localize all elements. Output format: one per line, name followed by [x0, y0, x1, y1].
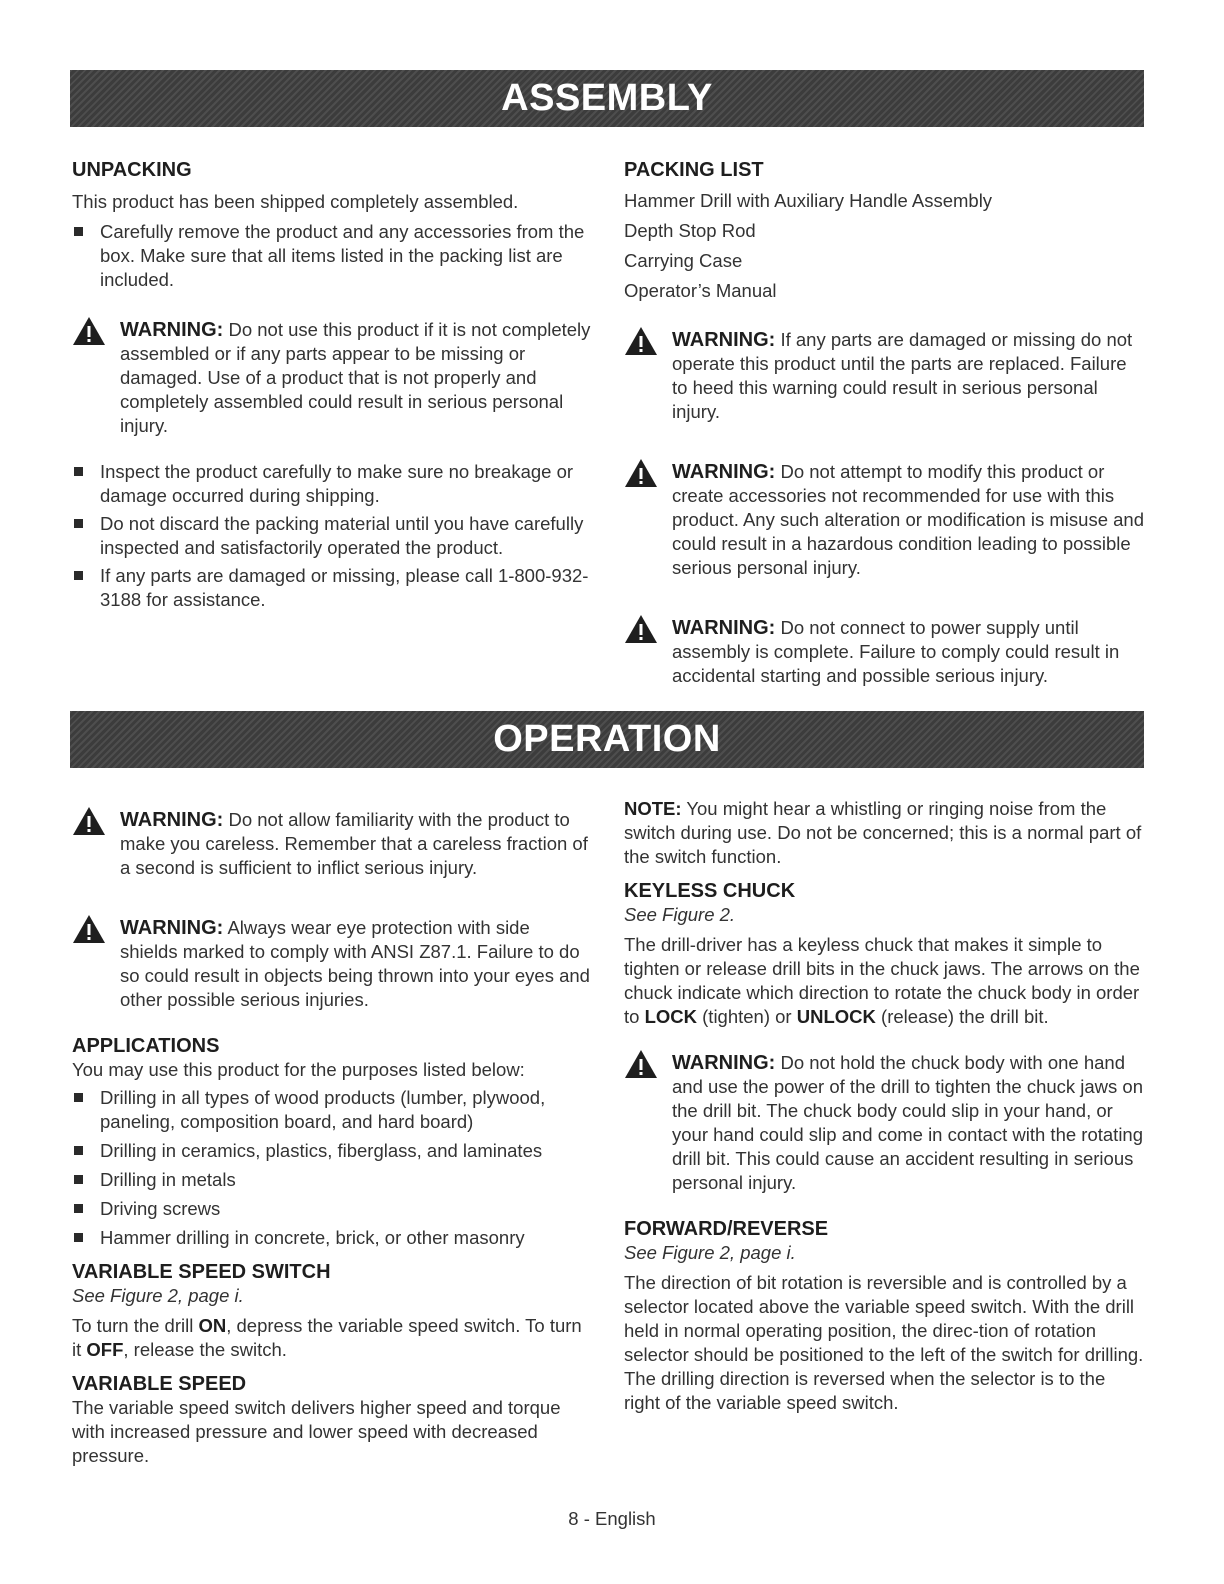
applications-heading: APPLICATIONS	[72, 1035, 220, 1057]
warning-triangle-icon	[72, 914, 106, 944]
chuck-warning	[624, 1051, 1146, 1195]
forward-reverse-heading: FORWARD/REVERSE	[624, 1218, 829, 1240]
operation-right-column	[624, 797, 1146, 1415]
list-item	[72, 220, 592, 292]
operation-left-column	[72, 808, 592, 1468]
variable-speed-switch-text	[72, 1314, 592, 1362]
applications-list	[72, 1086, 592, 1250]
warning-text: If any parts are damaged or missing do not operate this product until the parts are replaced. Failure to heed this warning could result in serious personal injury.	[672, 329, 1133, 422]
forward-reverse-text: The direction of bit rotation is reversible and is controlled by a selector located above the variable speed switch. With the drill held in normal operating position, the direc-tion of rotation selector should be positioned to the left of the switch for drilling. The drilling direction is reversed when the selector is to the right of the variable speed switch.	[624, 1272, 1144, 1413]
warning-label: WARNING:	[120, 917, 224, 939]
keyless-chuck-ref: See Figure 2.	[624, 904, 736, 925]
assembly-banner	[70, 70, 1144, 127]
unpacking-section	[72, 158, 592, 612]
bullet-square-icon	[74, 1146, 83, 1155]
list-item: Carrying Case	[624, 250, 743, 271]
packing-warning-1	[624, 328, 1146, 424]
list-item-text: Drilling in all types of wood products (lumber, plywood, paneling, composition board, and hard board)	[100, 1087, 546, 1132]
unpacking-bullet-list-2	[72, 460, 592, 612]
list-item	[72, 1168, 592, 1192]
list-item	[72, 564, 592, 612]
warning-text: Do not connect to power supply until assembly is complete. Failure to comply could result in accidental starting and possible serious injury.	[672, 617, 1120, 686]
keyless-chuck-text	[624, 933, 1146, 1029]
list-item	[72, 1197, 592, 1221]
variable-speed-switch-heading: VARIABLE SPEED SWITCH	[72, 1261, 331, 1283]
note-paragraph	[624, 797, 1146, 869]
warning-text: Do not attempt to modify this product or create accessories not recommended for use with this product. Any such alteration or modification is misuse and could result in a hazardous condition leading to possible serious personal injury.	[672, 461, 1144, 578]
bullet-square-icon	[74, 1093, 83, 1102]
unpacking-intro: This product has been shipped completely assembled.	[72, 191, 519, 212]
operation-title: OPERATION	[493, 718, 721, 760]
applications-intro: You may use this product for the purposes listed below:	[72, 1059, 525, 1080]
warning-label: WARNING:	[672, 461, 776, 483]
keyless-chuck-heading: KEYLESS CHUCK	[624, 880, 796, 902]
list-item-text: Hammer drilling in concrete, brick, or other masonry	[100, 1227, 525, 1248]
unpacking-bullet-list-1	[72, 220, 592, 292]
note-text: You might hear a whistling or ringing noise from the switch during use. Do not be concerned; this is a normal part of the switch function.	[624, 798, 1142, 867]
bullet-square-icon	[74, 1233, 83, 1242]
list-item	[72, 512, 592, 560]
on-term: ON	[198, 1315, 227, 1336]
list-item	[72, 460, 592, 508]
list-item-text: Drilling in ceramics, plastics, fiberglass, and laminates	[100, 1140, 543, 1161]
forward-reverse-ref: See Figure 2, page i.	[624, 1242, 796, 1263]
unpacking-heading: UNPACKING	[72, 159, 192, 181]
packing-list-heading: PACKING LIST	[624, 159, 764, 181]
warning-text: Always wear eye protection with side shields marked to comply with ANSI Z87.1. Failure to do so could result in objects being thrown into your eyes and other possible serious injuries.	[120, 917, 590, 1010]
warning-label: WARNING:	[672, 617, 776, 639]
bullet-square-icon	[74, 571, 83, 580]
text-run: (tighten) or	[697, 1006, 797, 1027]
list-item-text: Drilling in metals	[100, 1169, 236, 1190]
off-term: OFF	[86, 1339, 124, 1360]
list-item-text: Inspect the product carefully to make sure no breakage or damage occurred during shipping.	[100, 461, 574, 506]
list-item-text: Driving screws	[100, 1198, 221, 1219]
unpacking-warning	[72, 318, 592, 438]
warning-triangle-icon	[624, 614, 658, 644]
warning-triangle-icon	[624, 326, 658, 356]
assembly-title: ASSEMBLY	[501, 77, 713, 119]
packing-warning-2	[624, 460, 1146, 580]
variable-speed-heading: VARIABLE SPEED	[72, 1373, 247, 1395]
bullet-square-icon	[74, 1175, 83, 1184]
variable-speed-switch-ref: See Figure 2, page i.	[72, 1285, 244, 1306]
warning-text: Do not allow familiarity with the product to make you careless. Remember that a careless fraction of a second is sufficient to inflict serious injury.	[120, 809, 588, 878]
warning-text: Do not use this product if it is not completely assembled or if any parts appear to be missing or damaged. Use of a product that is not properly and completely assembled could result in serious personal injury.	[120, 319, 591, 436]
warning-text: Do not hold the chuck body with one hand and use the power of the drill to tighten the chuck jaws on the drill bit. The chuck body could slip in your hand, or your hand could slip and come in contact with the rotating drill bit. This could cause an accident resulting in serious personal injury.	[672, 1052, 1144, 1193]
warning-triangle-icon	[72, 316, 106, 346]
list-item-text: Do not discard the packing material until you have carefully inspected and satisfactorily operated the product.	[100, 513, 584, 558]
list-item-text: Carefully remove the product and any accessories from the box. Make sure that all items listed in the packing list are included.	[100, 221, 585, 290]
warning-label: WARNING:	[672, 1052, 776, 1074]
list-item: Operator’s Manual	[624, 280, 777, 301]
list-item: Hammer Drill with Auxiliary Handle Assembly	[624, 190, 993, 211]
bullet-square-icon	[74, 519, 83, 528]
bullet-square-icon	[74, 227, 83, 236]
unlock-term: UNLOCK	[796, 1006, 876, 1027]
list-item	[72, 1226, 592, 1250]
lock-term: LOCK	[644, 1006, 697, 1027]
warning-triangle-icon	[624, 1049, 658, 1079]
packing-items	[624, 186, 1146, 306]
operation-warning-2	[72, 916, 592, 1012]
bullet-square-icon	[74, 467, 83, 476]
list-item	[72, 1139, 592, 1163]
packing-warning-3	[624, 616, 1146, 688]
warning-triangle-icon	[624, 458, 658, 488]
note-label: NOTE:	[624, 798, 682, 819]
list-item	[72, 1086, 592, 1134]
list-item-text: If any parts are damaged or missing, please call 1-800-932-3188 for assistance.	[100, 565, 589, 610]
text-run: The drill-driver has a keyless chuck that makes it simple to tighten or release drill bits in the chuck jaws. The arrows on the chuck indicate which direction to rotate the chuck body in order to	[624, 934, 1140, 1027]
variable-speed-text: The variable speed switch delivers higher speed and torque with increased pressure and lower speed with decreased pressure.	[72, 1397, 561, 1466]
operation-warning-1	[72, 808, 592, 880]
warning-label: WARNING:	[120, 319, 224, 341]
bullet-square-icon	[74, 1204, 83, 1213]
page-footer: 8 - English	[568, 1508, 656, 1529]
text-run: , depress the variable speed switch. To turn it	[72, 1315, 582, 1360]
text-run: To turn the drill	[72, 1315, 199, 1336]
warning-triangle-icon	[72, 806, 106, 836]
warning-label: WARNING:	[672, 329, 776, 351]
text-run: , release the switch.	[123, 1339, 287, 1360]
operation-banner	[70, 711, 1144, 768]
warning-label: WARNING:	[120, 809, 224, 831]
text-run: (release) the drill bit.	[875, 1006, 1049, 1027]
list-item: Depth Stop Rod	[624, 220, 756, 241]
packing-list-section	[624, 158, 1146, 688]
